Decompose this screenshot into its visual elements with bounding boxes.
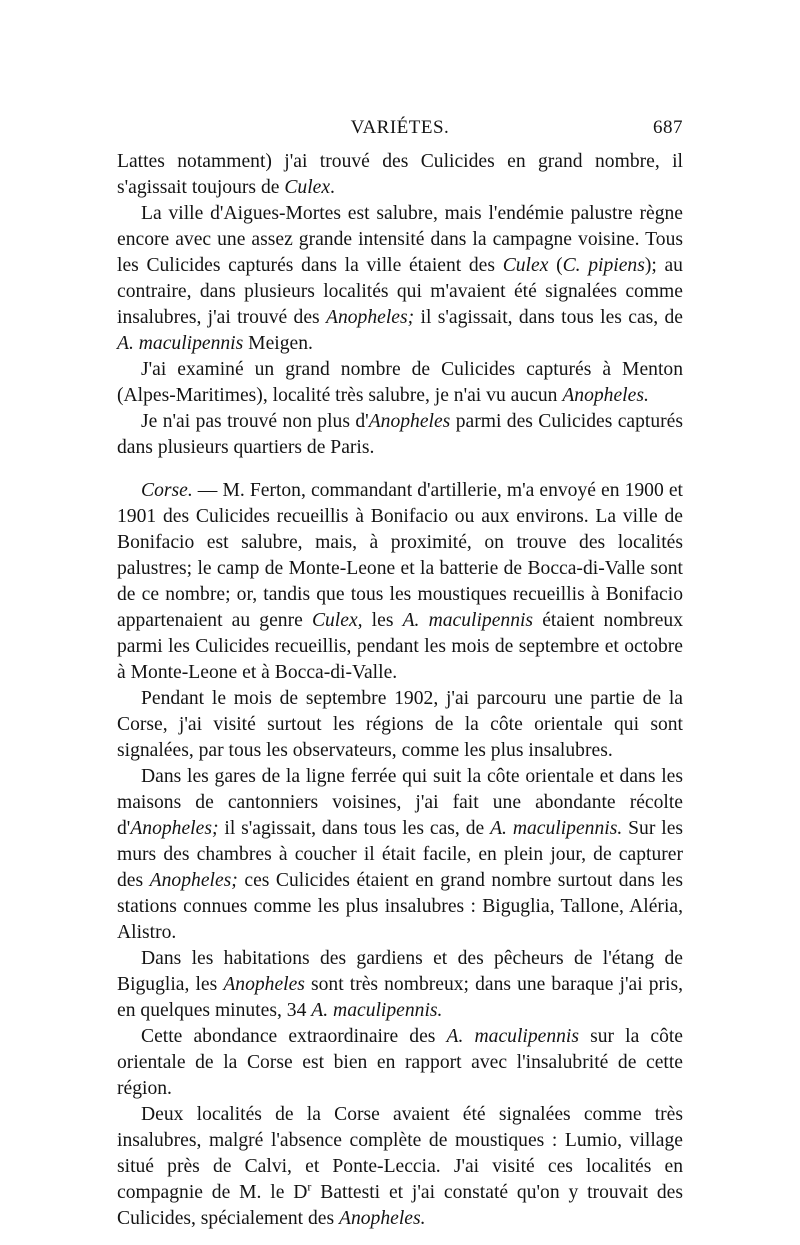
text-run: Sur les murs des chambres à coucher il était facile, en plein jour, de capturer des	[117, 818, 684, 891]
page-header	[117, 113, 683, 143]
text-run: étaient nombreux parmi les Culicides recueillis, pendant les mois de septembre et octobre à Monte-Leone et à Bocca-di-Valle.	[117, 610, 683, 683]
paragraph	[117, 357, 683, 409]
italic-run: Anopheles;	[326, 307, 415, 328]
paragraph	[117, 1102, 683, 1232]
text-run: Meigen.	[243, 333, 313, 354]
text-run: sur la côte orientale de la Corse est bien en rapport avec l'insalubrité de cette région.	[117, 1026, 684, 1099]
running-title: VARIÉTES.	[350, 117, 450, 138]
text-run: il s'agissait, dans tous les cas, de	[414, 307, 683, 328]
text-run: Cette abondance extraordinaire des	[141, 1026, 447, 1047]
italic-run: C. pipiens	[562, 255, 645, 276]
italic-run: A. maculipennis.	[311, 1000, 443, 1021]
italic-run: A. maculipennis	[117, 333, 244, 354]
italic-run: Culex	[502, 255, 549, 276]
paragraph	[117, 409, 683, 461]
italic-run: Anopheles	[368, 411, 451, 432]
text-run: J'ai examiné un grand nombre de Culicides capturés à Menton (Alpes-Maritimes), localité très salubre, je n'ai vu aucun	[117, 359, 683, 406]
text-run: Deux localités de la Corse avaient été signalées comme très insalubres, malgré l'absence complète de moustiques : Lumio, village situé près de Calvi, et Ponte-Leccia. J'ai visité ces localités en compagnie de M. le D	[117, 1104, 683, 1203]
body-text	[117, 149, 683, 1232]
text-run: Dans les gares de la ligne ferrée qui suit la côte orientale et dans les maisons de cantonniers voisines, j'ai fait une abondante récolte d'	[117, 766, 683, 839]
text-run: Je n'ai pas trouvé non plus d'	[141, 411, 369, 432]
paragraph	[117, 201, 683, 357]
text-run: Lattes notamment) j'ai trouvé des Culicides en grand nombre, il s'agissait toujours de	[117, 151, 683, 198]
italic-run: A. maculipennis.	[490, 818, 623, 839]
superscript-run: r	[307, 1179, 312, 1194]
paragraph	[117, 686, 683, 764]
paragraph	[117, 1024, 683, 1102]
italic-run: Anopheles;	[130, 818, 219, 839]
text-run: Pendant le mois de septembre 1902, j'ai parcouru une partie de la Corse, j'ai visité surtout les régions de la côte orientale qui sont signalées, par tous les observateurs, comme les plus insalubres.	[117, 688, 683, 761]
text-run: ces Culicides étaient en grand nombre surtout dans les stations connues comme les plus insalubres : Biguglia, Tallone, Aléria, Alistro.	[117, 870, 683, 943]
page-number: 687	[653, 117, 683, 138]
paragraph	[117, 149, 683, 201]
italic-run: Culex	[284, 177, 331, 198]
paragraph	[117, 946, 683, 1024]
italic-run: Corse.	[141, 480, 193, 501]
italic-run: Anopheles.	[562, 385, 649, 406]
text-run: parmi des Culicides capturés dans plusieurs quartiers de Paris.	[117, 411, 683, 458]
text-run: ); au contraire, dans plusieurs localités qui m'avaient été signalées comme insalubres, j'ai trouvé des	[117, 255, 683, 328]
text-run: (	[548, 255, 563, 276]
italic-run: Culex,	[311, 610, 363, 631]
text-run: — M. Ferton, commandant d'artillerie, m'a envoyé en 1900 et 1901 des Culicides recueillis à Bonifacio ou aux environs. La ville de Bonifacio est salubre, mais, à proximité, on trouve des localités palustres; le camp de Monte-Leone et la batterie de Bocca-di-Valle sont de ce nombre; or, tandis que tous les moustiques recueillis à Bonifacio appartenaient au genre	[117, 480, 683, 631]
text-run: Battesti et j'ai constaté qu'on y trouvait des Culicides, spécialement des	[117, 1182, 683, 1229]
italic-run: Anopheles	[223, 974, 305, 995]
italic-run: Anopheles;	[149, 870, 238, 891]
text-run: Dans les habitations des gardiens et des pêcheurs de l'étang de Biguglia, les	[117, 948, 683, 995]
text-run: les	[362, 610, 403, 631]
text-run: .	[330, 177, 335, 198]
section-paragraph	[117, 478, 683, 686]
text-run: La ville d'Aigues-Mortes est salubre, mais l'endémie palustre règne encore avec une assez grande intensité dans la campagne voisine. Tous les Culicides capturés dans la ville étaient des	[117, 203, 683, 276]
italic-run: A. maculipennis	[402, 610, 534, 631]
italic-run: Anopheles.	[339, 1208, 426, 1229]
italic-run: A. maculipennis	[446, 1026, 579, 1047]
text-run: sont très nombreux; dans une baraque j'ai pris, en quelques minutes, 34	[117, 974, 683, 1021]
paragraph	[117, 764, 683, 946]
text-run: il s'agissait, dans tous les cas, de	[218, 818, 491, 839]
